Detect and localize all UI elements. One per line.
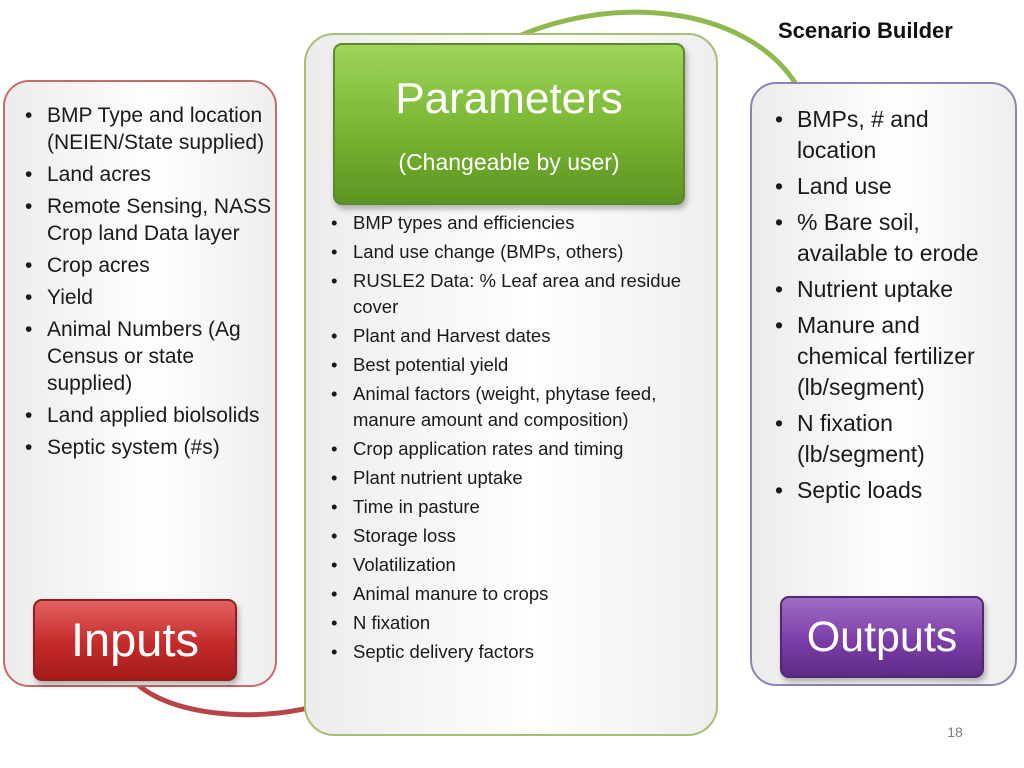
list-item: • Crop acres [25,252,273,279]
list-item: • Time in pasture [331,494,711,520]
list-item: • Best potential yield [331,352,711,378]
list-item: • BMP types and efficiencies [331,210,711,236]
list-item: • Manure and chemical fertilizer (lb/segment) [775,310,1013,403]
parameters-list [331,210,711,668]
list-item: • Nutrient uptake [775,274,1013,305]
inputs-list [25,102,273,466]
list-item: • N fixation [331,610,711,636]
list-item: • Volatilization [331,552,711,578]
page-number: 18 [947,724,963,740]
list-item: • Remote Sensing, NASS Crop land Data layer [25,193,273,247]
list-item: • % Bare soil, available to erode [775,207,1013,269]
list-item: • Land use change (BMPs, others) [331,239,711,265]
list-item: • N fixation (lb/segment) [775,408,1013,470]
list-item: • Plant and Harvest dates [331,323,711,349]
list-item: • Septic loads [775,475,1013,506]
outputs-header: Outputs [780,596,984,678]
parameters-subtitle: (Changeable by user) [398,149,620,175]
list-item: • Animal factors (weight, phytase feed, manure amount and composition) [331,381,711,433]
list-item: • Septic delivery factors [331,639,711,665]
parameters-title: Parameters [395,74,623,123]
list-item: • RUSLE2 Data: % Leaf area and residue cover [331,268,711,320]
inputs-header: Inputs [33,599,237,681]
list-item: • Plant nutrient uptake [331,465,711,491]
outputs-list [775,104,1013,511]
list-item: • BMPs, # and location [775,104,1013,166]
list-item: • Crop application rates and timing [331,436,711,462]
list-item: • Animal manure to crops [331,581,711,607]
list-item: • Storage loss [331,523,711,549]
list-item: • Septic system (#s) [25,434,273,461]
list-item: • BMP Type and location (NEIEN/State supplied) [25,102,273,156]
list-item: • Land acres [25,161,273,188]
list-item: • Animal Numbers (Ag Census or state supplied) [25,316,273,397]
list-item: • Land applied biolsolids [25,402,273,429]
slide-title: Scenario Builder [778,18,953,43]
list-item: • Yield [25,284,273,311]
list-item: • Land use [775,171,1013,202]
parameters-header [333,43,685,205]
